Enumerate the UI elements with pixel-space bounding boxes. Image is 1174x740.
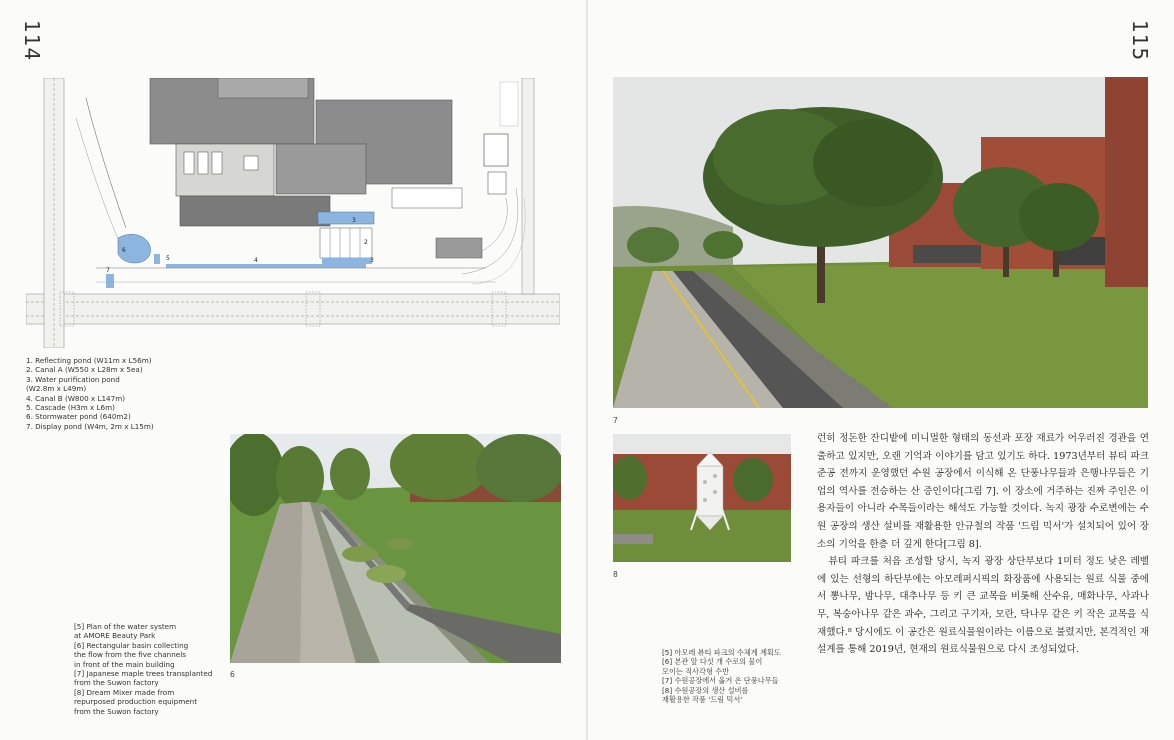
plan-label-3b: 3 <box>370 257 374 264</box>
caption-line: 재활용한 작품 '드림 믹서' <box>662 695 743 705</box>
plan-label-4: 4 <box>254 257 258 264</box>
caption-line: [5] 아모레 뷰티 파크의 수체계 계획도 <box>662 648 781 657</box>
right-page-number: 115 <box>1128 20 1152 62</box>
caption-line: repurposed production equipment <box>74 697 198 707</box>
caption-line: [8] 수원공장의 생산 설비를 <box>662 685 749 695</box>
figure-number-7: 7 <box>613 416 618 425</box>
caption-line: [5] Plan of the water system <box>74 622 177 631</box>
caption-line: [6] Rectangular basin collecting <box>74 640 189 650</box>
caption-line: from the Suwon factory <box>74 678 159 688</box>
plan-label-3: 3 <box>352 217 356 224</box>
plan-label-1: 6 <box>122 247 126 254</box>
captions-english <box>74 622 234 716</box>
caption-line: [8] Dream Mixer made from <box>74 687 175 697</box>
figure-number-6: 6 <box>230 670 235 679</box>
caption-line: [7] 수원공장에서 옮겨 온 단풍나무들 <box>662 676 779 686</box>
figure-number-8: 8 <box>613 570 618 579</box>
photo-maple-trees <box>613 77 1148 408</box>
plan-label-7: 7 <box>106 267 110 274</box>
legend-item: 7. Display pond (W4m, 2m x L15m) <box>26 421 154 431</box>
plan-label-5: 5 <box>166 255 170 262</box>
legend-item: 4. Canal B (W800 x L147m) <box>26 393 126 403</box>
caption-line: at AMORE Beauty Park <box>74 631 156 641</box>
legend-item: (W2.8m x L49m) <box>26 384 87 394</box>
photo-dream-mixer <box>613 434 791 562</box>
legend-item: 5. Cascade (H3m x L6m) <box>26 403 115 413</box>
left-page-number: 114 <box>20 20 44 62</box>
caption-line: in front of the main building <box>74 659 175 669</box>
plan-legend <box>26 356 246 431</box>
legend-item: 3. Water purification pond <box>26 374 120 384</box>
body-text <box>817 430 1149 659</box>
body-paragraph-1: 런히 정돈한 잔디밭에 미니멀한 형태의 동선과 포장 재료가 어우러진 경관을 연출하고 있지만, 오랜 기억과 이야기를 담고 있기도 하다. 1973년부터 뷰티 파크 준공 전까지 운영했던 수원 공장에서 이식해 온 단풍나무들과 은행나무들은 기업의 역사를 전승하는 산 증인이다[그림 7]. 이 장소에 거주하는 진짜 주인은 이용자들이 아니라 수목들이라는 해석도 가능할 것이다. 녹지 광장 수로변에는 수원 공장의 생산 설비를 재활용한 안규철의 작품 '드림 믹서'가 설치되어 있어 장소의 기억을 한층 더 깊게 한다[그림 8]. <box>817 433 1149 550</box>
site-plan-drawing <box>26 78 560 348</box>
photo-rectangular-basin <box>230 434 561 663</box>
caption-line: [6] 본관 앞 다섯 개 수로의 물이 <box>662 657 763 667</box>
plan-label-2: 2 <box>364 239 368 246</box>
legend-item: 6. Stormwater pond (640m2) <box>26 412 131 422</box>
caption-line: 모이는 직사각형 수반 <box>662 666 730 676</box>
caption-line: from the Suwon factory <box>74 706 159 716</box>
caption-line: [7] Japanese maple trees transplanted <box>74 669 213 679</box>
legend-item: 1. Reflecting pond (W11m x L56m) <box>26 356 152 365</box>
legend-item: 2. Canal A (W550 x L28m x 5ea) <box>26 365 143 375</box>
caption-line: the flow from the five channels <box>74 650 186 660</box>
body-paragraph-2: 뷰티 파크를 처음 조성할 당시, 녹지 광장 상단부보다 1미터 정도 낮은 레벨에 있는 선형의 하단부에는 아모레퍼시픽의 화장품에 사용되는 원료 식물 중에서 뽕나무, 밤나무, 대추나무 등 키 큰 교목을 비롯해 산수유, 매화나무, 사과나무, 복숭아나무 같은 과수, 그리고 구기자, 모란, 닥나무 같은 키 작은 교목을 식재했다.⁸ 당시에도 이 공간은 원료식물원이라는 이름으로 불렸지만, 본격적인 재설계를 통해 2019년, 현재의 원료식물원으로 다시 조성되었다. <box>817 556 1149 656</box>
captions-korean <box>662 648 812 704</box>
